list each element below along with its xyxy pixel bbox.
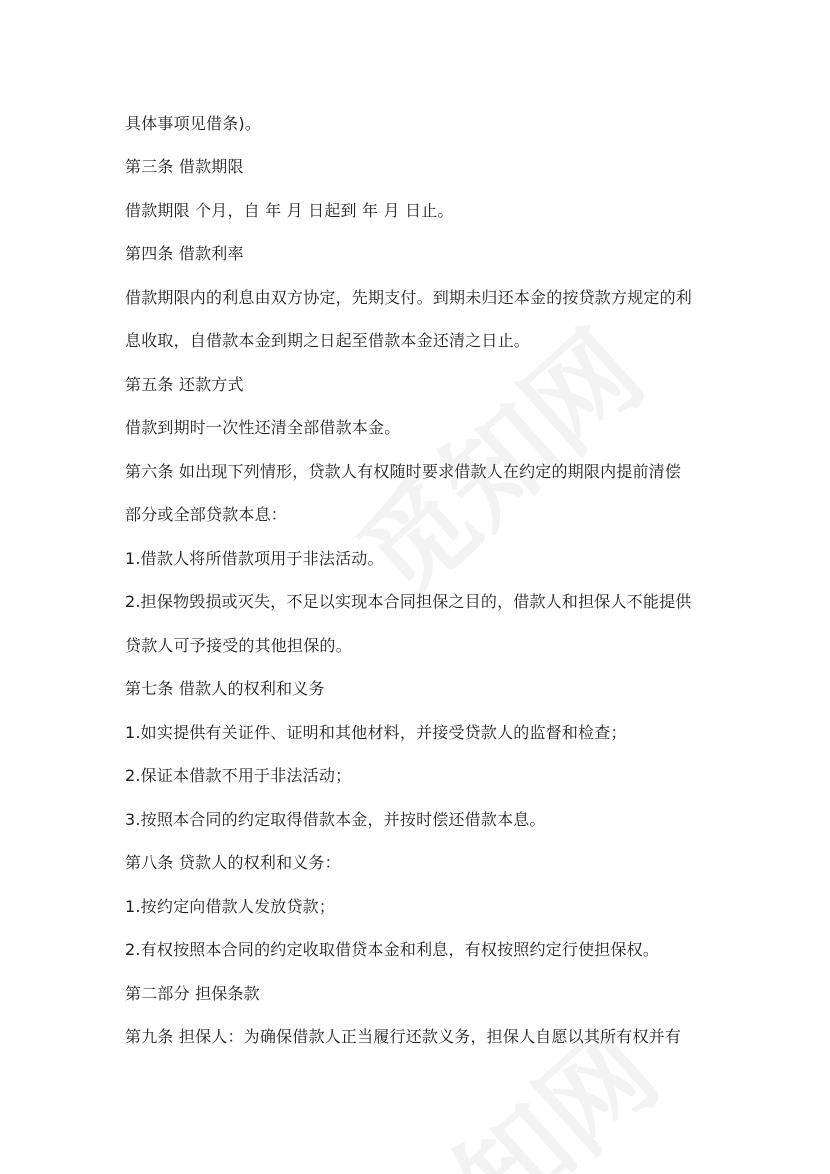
text-line: 借款期限内的利息由双方协定，先期支付。到期未归还本金的按贷款方规定的利	[125, 288, 693, 307]
section-heading: 第八条 贷款人的权利和义务：	[125, 853, 341, 872]
list-item: 2.有权按照本合同的约定收取借贷本金和利息，有权按照约定行使担保权。	[125, 940, 660, 959]
list-item: 2.担保物毁损或灭失，不足以实现本合同担保之目的，借款人和担保人不能提供	[125, 592, 692, 611]
section-heading: 第五条 还款方式	[125, 375, 244, 394]
list-item: 3.按照本合同的约定取得借款本金，并按时偿还借款本息。	[125, 810, 546, 829]
section-heading: 第四条 借款利率	[125, 244, 244, 263]
section-heading: 第七条 借款人的权利和义务	[125, 679, 325, 698]
list-item: 1.如实提供有关证件、证明和其他材料，并接受贷款人的监督和检查；	[125, 723, 627, 742]
text-line: 借款期限 个月，自 年 月 日起到 年 月 日止。	[125, 201, 454, 220]
list-item: 2.保证本借款不用于非法活动；	[125, 766, 352, 785]
text-line: 息收取，自借款本金到期之日起至借款本金还清之日止。	[125, 331, 531, 350]
text-line: 借款到期时一次性还清全部借款本金。	[125, 418, 401, 437]
section-heading: 第三条 借款期限	[125, 157, 244, 176]
text-line: 具体事项见借条)。	[125, 114, 262, 133]
section-heading: 第六条 如出现下列情形，贷款人有权随时要求借款人在约定的期限内提前清偿	[125, 462, 682, 481]
text-line: 贷款人可予接受的其他担保的。	[125, 636, 352, 655]
text-line: 部分或全部贷款本息：	[125, 505, 288, 524]
list-item: 1.按约定向借款人发放贷款；	[125, 897, 336, 916]
section-heading: 第九条 担保人：为确保借款人正当履行还款义务，担保人自愿以其所有权并有	[125, 1027, 682, 1046]
list-item: 1.借款人将所借款项用于非法活动。	[125, 549, 384, 568]
section-heading: 第二部分 担保条款	[125, 984, 260, 1003]
watermark-logo	[335, 990, 686, 1174]
